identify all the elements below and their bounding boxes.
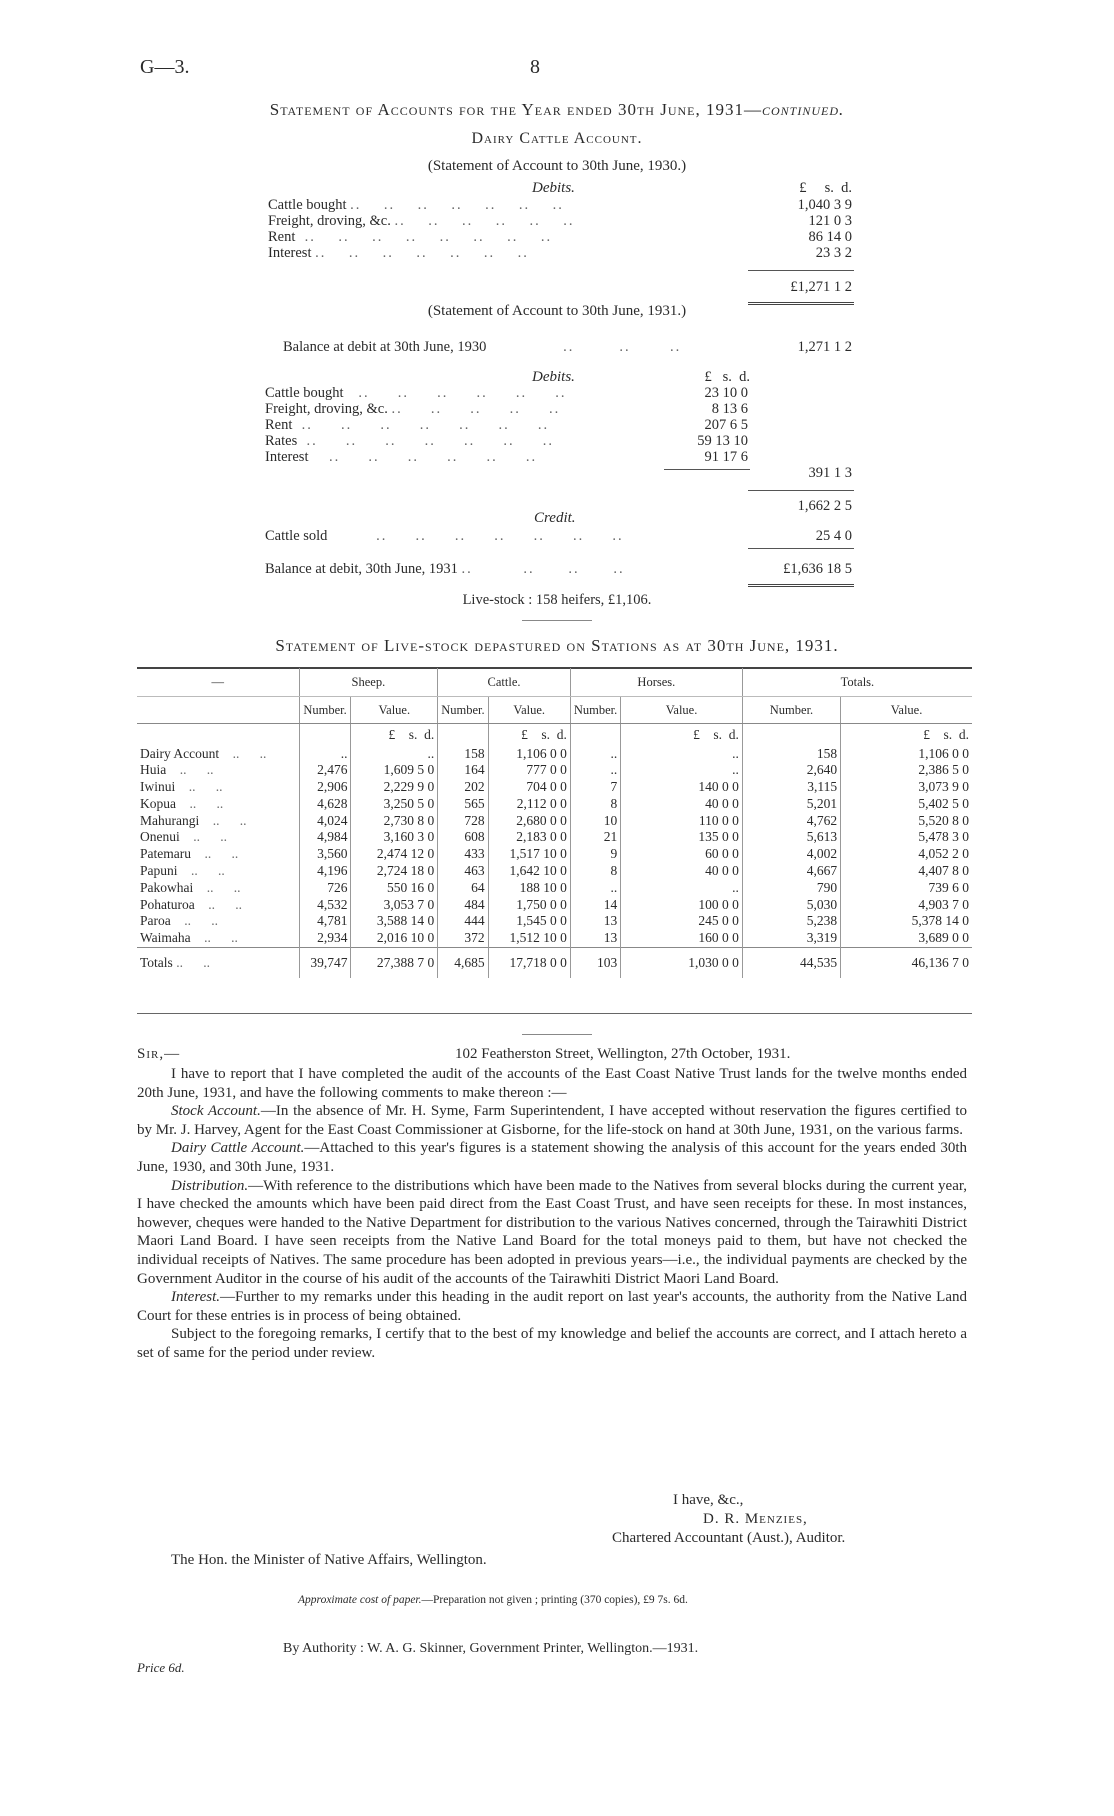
- debit-amount: 86 14 0: [808, 229, 852, 245]
- horses-number: 10: [570, 813, 620, 830]
- sheep-value: 1,609 5 0: [351, 762, 438, 779]
- totals-value: 5,378 14 0: [841, 913, 972, 930]
- horses-value: ..: [621, 880, 743, 897]
- page-title: [0, 100, 1114, 120]
- section-divider: [522, 620, 592, 621]
- debits-rule-1931: [664, 469, 750, 470]
- horses-value: 140 0 0: [621, 779, 743, 796]
- totals-row: [137, 948, 972, 979]
- statement-1931-heading: (Statement of Account to 30th June, 1931.): [427, 303, 687, 319]
- cattle-number: 608: [438, 829, 488, 846]
- totals-value: 3,689 0 0: [841, 930, 972, 947]
- table-row: [137, 913, 972, 930]
- cattle-value: 188 10 0: [488, 880, 570, 897]
- station-name: Patemaru .. ..: [140, 846, 239, 862]
- table-row: [137, 897, 972, 914]
- closing-double-rule: [748, 584, 854, 587]
- table-group-header-row: [137, 668, 972, 697]
- debit-line-interest-1931: Interest .. .. .. .. .. ..: [265, 449, 538, 465]
- cattle-value: 17,718 0 0: [488, 948, 570, 979]
- totals-value: 739 6 0: [841, 880, 972, 897]
- cattle-number: 728: [438, 813, 488, 830]
- sheep-number: 726: [299, 880, 351, 897]
- totals-number: 158: [742, 746, 840, 763]
- horses-number: 14: [570, 897, 620, 914]
- opening-balance-line: Balance at debit at 30th June, 1930 .. .. ..: [283, 339, 682, 355]
- currency-units: £ s. d.: [351, 724, 438, 746]
- table-row: [137, 746, 972, 763]
- station-name: Dairy Account .. ..: [140, 745, 267, 761]
- credit-amount: 25 4 0: [815, 528, 852, 544]
- horses-number: 13: [570, 913, 620, 930]
- station-name: Onenui .. ..: [140, 829, 227, 845]
- station-name: Mahurangi .. ..: [140, 812, 247, 828]
- cost-note: Approximate cost of paper.—Preparation not given ; printing (370 copies), £9 7s. 6d.: [298, 1594, 688, 1606]
- cattle-value-header: Value.: [488, 697, 570, 724]
- station-name: Iwinui .. ..: [140, 779, 223, 795]
- title-main: Statement of Accounts for the Year ended 30th June, 1931—: [269, 100, 762, 119]
- addressee: The Hon. the Minister of Native Affairs, Wellington.: [171, 1552, 487, 1568]
- paragraph-dairy-cattle: Dairy Cattle Account.—Attached to this year's figures is a statement showing the analysis of this account for the years ended 30th June, 1930, and 30th June, 1931.: [137, 1140, 967, 1175]
- paragraph-stock-account: Stock Account.—In the absence of Mr. H. Syme, Farm Superintendent, I have accepted without reservation the figures certified to by Mr. J. Harvey, Agent for the East Coast Commissioner at Gisborne, for the life-stock on hand at 30th June, 1931, on the various farms.: [137, 1103, 968, 1138]
- debits-label-1930: Debits.: [532, 180, 575, 196]
- debit-line-interest-1930: Interest .. .. .. .. .. .. ..: [268, 245, 529, 261]
- sheep-value: 3,588 14 0: [351, 913, 438, 930]
- cattle-value: 1,106 0 0: [488, 746, 570, 763]
- sheep-number: 4,781: [299, 913, 351, 930]
- cattle-number: 444: [438, 913, 488, 930]
- station-name: Paroa .. ..: [140, 913, 218, 929]
- station-name: Huia .. ..: [140, 762, 214, 778]
- cattle-value: 704 0 0: [488, 779, 570, 796]
- livestock-table: [137, 668, 972, 978]
- sheep-value: 550 16 0: [351, 880, 438, 897]
- totals-number: 790: [742, 880, 840, 897]
- debits-subtotal-1931: 391 1 3: [808, 465, 852, 481]
- debit-amount: 59 13 10: [697, 433, 748, 449]
- totals-value: 5,478 3 0: [841, 829, 972, 846]
- credit-rule: [748, 548, 854, 549]
- page-number: 8: [530, 56, 540, 78]
- sheep-number-header: Number.: [299, 697, 351, 724]
- total-1930: £1,271 1 2: [790, 279, 852, 295]
- sheep-value: 2,229 9 0: [351, 779, 438, 796]
- totals-value: 4,407 8 0: [841, 863, 972, 880]
- debit-amount: 207 6 5: [704, 417, 748, 433]
- currency-units: £ s. d.: [621, 724, 743, 746]
- debits-label-1931: Debits.: [532, 369, 575, 385]
- cattle-value: 2,680 0 0: [488, 813, 570, 830]
- closing-balance-line: Balance at debit, 30th June, 1931 .. .. .. ..: [265, 561, 625, 577]
- horses-value: 40 0 0: [621, 863, 743, 880]
- horses-value: 40 0 0: [621, 796, 743, 813]
- closing: I have, &c.,: [673, 1492, 744, 1508]
- debit-amount: 121 0 3: [808, 213, 852, 229]
- sheep-value: 27,388 7 0: [351, 948, 438, 979]
- totals-number: 2,640: [742, 762, 840, 779]
- debit-amount: 23 3 2: [815, 245, 852, 261]
- sheep-value: 2,474 12 0: [351, 846, 438, 863]
- table-row: [137, 813, 972, 830]
- table-row: [137, 779, 972, 796]
- horses-value: 1,030 0 0: [621, 948, 743, 979]
- horses-number: 8: [570, 863, 620, 880]
- sheep-number: 4,024: [299, 813, 351, 830]
- sheep-number: 4,984: [299, 829, 351, 846]
- debit-line-cattle-bought-1931: Cattle bought .. .. .. .. .. ..: [265, 385, 567, 401]
- horses-number: 8: [570, 796, 620, 813]
- horses-value: 110 0 0: [621, 813, 743, 830]
- paragraph-distribution: Distribution.—With reference to the distributions which have been made to the Natives from several blocks during the current year, I have checked the amounts which have been paid direct from the East Coast Trust, and have seen receipts for these. In most instances, however, cheques were handed to the Native Department for distribution to the various Natives concerned, through the Tairawhiti District Maori Land Board. I have seen receipts from the Native Land Board for the total moneys paid to them, but have not checked the individual receipts of Natives. The same procedure has been adopted in previous years—i.e., the individual payments are checked by the Government Auditor in the course of his audit of the accounts of the Tairawhiti District Maori Land Board.: [137, 1177, 967, 1287]
- horses-value: ..: [621, 746, 743, 763]
- sheep-number: 3,560: [299, 846, 351, 863]
- cattle-number: 202: [438, 779, 488, 796]
- sheep-number: 39,747: [299, 948, 351, 979]
- cattle-number: 372: [438, 930, 488, 947]
- paragraph-certification: Subject to the foregoing remarks, I certify that to the best of my knowledge and belief the accounts are correct, and I attach hereto a set of same for the period under review.: [137, 1326, 967, 1361]
- letter-body: [137, 1065, 967, 1363]
- totals-value: 4,903 7 0: [841, 897, 972, 914]
- cattle-number: 4,685: [438, 948, 488, 979]
- cattle-value: 777 0 0: [488, 762, 570, 779]
- totals-value: 3,073 9 0: [841, 779, 972, 796]
- sum-1931: 1,662 2 5: [797, 498, 852, 514]
- totals-number: 5,613: [742, 829, 840, 846]
- statement-1930-heading: (Statement of Account to 30th June, 1930.): [427, 158, 687, 174]
- sheep-number: 4,196: [299, 863, 351, 880]
- paragraph-interest: Interest.—Further to my remarks under this heading in the audit report on last year's accounts, the authority from the Native Land Court for these entries is in process of being obtained.: [137, 1289, 967, 1324]
- horses-number: 7: [570, 779, 620, 796]
- sheep-number: 2,476: [299, 762, 351, 779]
- cattle-number: 164: [438, 762, 488, 779]
- cattle-number-header: Number.: [438, 697, 488, 724]
- document-reference: G—3.: [140, 56, 190, 78]
- totals-value-header: Value.: [841, 697, 972, 724]
- cattle-number: 463: [438, 863, 488, 880]
- table-unit-row: [137, 724, 972, 746]
- signature-name: D. R. Menzies,: [703, 1511, 808, 1527]
- subtotal-rule: [748, 270, 854, 271]
- horses-value: 160 0 0: [621, 930, 743, 947]
- sheep-number: 4,532: [299, 897, 351, 914]
- horses-value: 100 0 0: [621, 897, 743, 914]
- cattle-value: 2,112 0 0: [488, 796, 570, 813]
- sheep-number: 2,934: [299, 930, 351, 947]
- debit-line-freight-1930: Freight, droving, &c. .. .. .. .. .. ..: [268, 213, 575, 229]
- totals-group-header: Totals.: [742, 668, 972, 697]
- totals-number: 4,762: [742, 813, 840, 830]
- totals-number: 4,667: [742, 863, 840, 880]
- cattle-value: 1,512 10 0: [488, 930, 570, 947]
- horses-number: 21: [570, 829, 620, 846]
- debit-line-rates-1931: Rates .. .. .. .. .. .. ..: [265, 433, 554, 449]
- totals-number: 5,030: [742, 897, 840, 914]
- sheep-value: 3,250 5 0: [351, 796, 438, 813]
- debit-line-rent-1931: Rent .. .. .. .. .. .. ..: [265, 417, 550, 433]
- totals-number-header: Number.: [742, 697, 840, 724]
- debit-amount: 23 10 0: [704, 385, 748, 401]
- sheep-number: ..: [299, 746, 351, 763]
- letter-address-date: 102 Featherston Street, Wellington, 27th October, 1931.: [455, 1046, 791, 1062]
- sheep-value: ..: [351, 746, 438, 763]
- station-name: Pakowhai .. ..: [140, 879, 241, 895]
- table-bottom-rule: [137, 1013, 972, 1014]
- station-name: Kopua .. ..: [140, 795, 224, 811]
- station-name: Waimaha .. ..: [140, 930, 238, 946]
- currency-units: £ s. d.: [841, 724, 972, 746]
- price: Price 6d.: [137, 1660, 185, 1675]
- table-row: [137, 796, 972, 813]
- dairy-account-title: Dairy Cattle Account.: [471, 130, 643, 147]
- horses-number: 103: [570, 948, 620, 979]
- cattle-number: 484: [438, 897, 488, 914]
- sheep-number: 2,906: [299, 779, 351, 796]
- sheep-number: 4,628: [299, 796, 351, 813]
- table-subheader-row: [137, 697, 972, 724]
- totals-value: 1,106 0 0: [841, 746, 972, 763]
- livestock-statement-title: Statement of Live-stock depastured on Stations as at 30th June, 1931.: [275, 636, 839, 655]
- station-name: Totals .. ..: [137, 948, 299, 979]
- horses-value: 135 0 0: [621, 829, 743, 846]
- table-row: [137, 930, 972, 947]
- cattle-value: 2,183 0 0: [488, 829, 570, 846]
- debit-amount: 8 13 6: [711, 401, 748, 417]
- closing-balance-amount: £1,636 18 5: [783, 561, 852, 577]
- sheep-value: 2,724 18 0: [351, 863, 438, 880]
- cattle-value: 1,750 0 0: [488, 897, 570, 914]
- horses-group-header: Horses.: [570, 668, 742, 697]
- table-row: [137, 829, 972, 846]
- totals-number: 5,238: [742, 913, 840, 930]
- cattle-value: 1,642 10 0: [488, 863, 570, 880]
- salutation: Sir,—: [137, 1046, 181, 1062]
- cattle-value: 1,517 10 0: [488, 846, 570, 863]
- debit-line-freight-1931: Freight, droving, &c. .. .. .. .. ..: [265, 401, 561, 417]
- currency-header-1930: £ s. d.: [799, 180, 852, 196]
- sheep-value: 2,730 8 0: [351, 813, 438, 830]
- horses-value: ..: [621, 762, 743, 779]
- totals-number: 5,201: [742, 796, 840, 813]
- paragraph-intro: I have to report that I have completed the audit of the accounts of the East Coast Native Trust lands for the twelve months ended 20th June, 1931, and have the following comments to make thereon :—: [137, 1066, 967, 1101]
- horses-number-header: Number.: [570, 697, 620, 724]
- totals-value: 46,136 7 0: [841, 948, 972, 979]
- cattle-number: 433: [438, 846, 488, 863]
- debit-amount: 91 17 6: [704, 449, 748, 465]
- table-row: [137, 880, 972, 897]
- totals-value: 4,052 2 0: [841, 846, 972, 863]
- horses-number: ..: [570, 762, 620, 779]
- sheep-value: 3,053 7 0: [351, 897, 438, 914]
- sheep-value: 3,160 3 0: [351, 829, 438, 846]
- totals-value: 2,386 5 0: [841, 762, 972, 779]
- opening-balance-amount: 1,271 1 2: [797, 339, 852, 355]
- signature-title: Chartered Accountant (Aust.), Auditor.: [612, 1530, 846, 1546]
- table-row: [137, 863, 972, 880]
- horses-value-header: Value.: [621, 697, 743, 724]
- totals-number: 44,535: [742, 948, 840, 979]
- title-continued: continued.: [762, 100, 845, 119]
- station-column-header: —: [137, 668, 299, 697]
- currency-units: £ s. d.: [488, 724, 570, 746]
- totals-number: 4,002: [742, 846, 840, 863]
- debit-line-rent-1930: Rent .. .. .. .. .. .. .. ..: [268, 229, 553, 245]
- totals-value: 5,402 5 0: [841, 796, 972, 813]
- sheep-value: 2,016 10 0: [351, 930, 438, 947]
- debit-amount: 1,040 3 9: [797, 197, 852, 213]
- horses-value: 60 0 0: [621, 846, 743, 863]
- cattle-value: 1,545 0 0: [488, 913, 570, 930]
- sheep-value-header: Value.: [351, 697, 438, 724]
- horses-value: 245 0 0: [621, 913, 743, 930]
- section-divider: [522, 1034, 592, 1035]
- sum-rule-1931: [748, 490, 854, 491]
- totals-value: 5,520 8 0: [841, 813, 972, 830]
- totals-number: 3,115: [742, 779, 840, 796]
- cattle-number: 565: [438, 796, 488, 813]
- horses-number: 9: [570, 846, 620, 863]
- horses-number: ..: [570, 880, 620, 897]
- credit-line-cattle-sold: Cattle sold .. .. .. .. .. .. ..: [265, 528, 624, 544]
- horses-number: 13: [570, 930, 620, 947]
- horses-number: ..: [570, 746, 620, 763]
- debit-line-cattle-bought-1930: Cattle bought .. .. .. .. .. .. ..: [268, 197, 564, 213]
- station-name: Papuni .. ..: [140, 863, 225, 879]
- cattle-group-header: Cattle.: [438, 668, 571, 697]
- cattle-number: 158: [438, 746, 488, 763]
- currency-header-1931: £ s. d.: [704, 369, 750, 385]
- station-name: Pohaturoa .. ..: [140, 896, 242, 912]
- livestock-note: Live-stock : 158 heifers, £1,106.: [462, 592, 652, 608]
- table-row: [137, 846, 972, 863]
- printer-authority: By Authority : W. A. G. Skinner, Government Printer, Wellington.—1931.: [283, 1641, 699, 1656]
- sheep-group-header: Sheep.: [299, 668, 438, 697]
- table-row: [137, 762, 972, 779]
- credit-label: Credit.: [534, 510, 576, 526]
- totals-number: 3,319: [742, 930, 840, 947]
- cattle-number: 64: [438, 880, 488, 897]
